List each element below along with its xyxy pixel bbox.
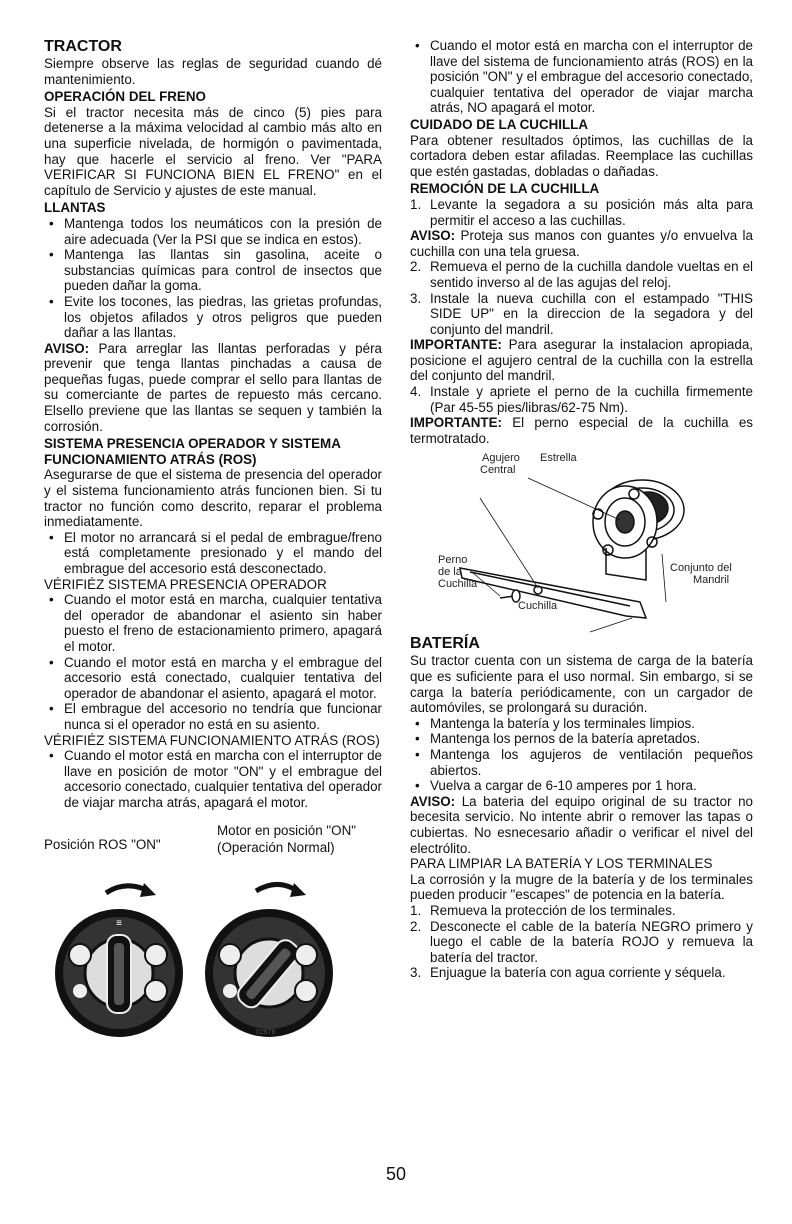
system-text: Asegurarse de que el sistema de presencia del operador y el sistema funcionamiento atrás funcionen bien. Si tu tractor no función como descrito, reparar el problema inmediatamente. bbox=[44, 467, 382, 530]
list-item: 3. Enjuague la batería con agua corriente y séquela. bbox=[410, 965, 726, 981]
list-item: • Cuando el motor está en marcha con el interruptor de llave en posición de motor "ON" y el embrague del accesorio conectado, cualquier tentativa del operador de viajar marcha atrás, apagará el motor. bbox=[44, 748, 382, 810]
important-text: Para asegurar la instalacion apropiada, posicione el agujero central de la cuchilla con la estrella del conjunto del mandril. bbox=[410, 337, 753, 384]
label-conjunto: Conjunto del bbox=[670, 562, 732, 575]
list-item: • El motor no arrancará si el pedal de embrague/freno está completamente presionado y el mando del embrague del accesorio está desconectado. bbox=[44, 530, 382, 577]
label-cuchilla-bolt: Cuchilla bbox=[438, 578, 478, 591]
list-item: • Mantenga los pernos de la batería apretados. bbox=[410, 731, 753, 747]
label-de-la: de la bbox=[438, 566, 462, 579]
tires-notice bbox=[44, 341, 382, 435]
clean-steps bbox=[410, 903, 753, 981]
left-column bbox=[44, 38, 382, 1043]
page-number: 50 bbox=[385, 1164, 407, 1184]
verify-ros-heading: VÉRIFIÉZ SISTEMA FUNCIONAMIENTO ATRÁS (ROS) bbox=[44, 732, 380, 748]
notice-label: AVISO: bbox=[44, 340, 90, 356]
label-central: Central bbox=[480, 464, 516, 477]
clean-battery-text: La corrosión y la mugre de la batería y de los terminales pueden producir "escapes" de potencia en la batería. bbox=[410, 871, 753, 903]
list-item: • Vuelva a cargar de 6-10 amperes por 1 hora. bbox=[410, 778, 753, 794]
blade-care-text: Para obtener resultados óptimos, las cuchillas de la cortadora deben estar afiladas. Reemplace las cuchillas que estén gastadas, dobladas o dañadas. bbox=[410, 132, 753, 179]
tractor-text: Siempre observe las reglas de seguridad cuando dé mantenimiento. bbox=[44, 56, 382, 87]
ros-continued-list bbox=[410, 38, 753, 116]
blade-assembly-figure bbox=[410, 450, 753, 655]
system-heading: SISTEMA PRESENCIA OPERADOR Y SISTEMA FUNCIONAMIENTO ATRÁS (ROS) bbox=[44, 436, 341, 467]
important-text: El perno especial de la cuchilla es termotratado. bbox=[410, 415, 753, 446]
list-item: 2. Desconecte el cable de la batería NEGRO primero y luego el cable de la batería ROJO y remueva la batería del tractor. bbox=[410, 918, 753, 965]
list-item: 1. Remueva la protección de los terminales. bbox=[410, 902, 676, 918]
ignition-switches-drawing bbox=[44, 823, 382, 1043]
verify-presence-list bbox=[44, 592, 382, 732]
motor-on-switch-icon bbox=[205, 883, 333, 1037]
ignition-switch-figure bbox=[44, 823, 382, 1043]
list-item: 2. Remueva el perno de la cuchilla dandole vueltas en el sentido inverso al de las agujas del reloj. bbox=[410, 259, 753, 290]
list-item: • Cuando el motor está en marcha, cualquier tentativa del operador de abandonar el asiento sin haber puesto el freno de estacionamiento primero, apagará el motor. bbox=[44, 592, 382, 654]
blade-assembly-drawing bbox=[410, 450, 753, 655]
notice-label: AVISO: bbox=[410, 793, 456, 809]
ros-on-caption: Posición ROS "ON" bbox=[44, 836, 161, 852]
important-note-1 bbox=[410, 337, 753, 384]
list-item: • Cuando el motor está en marcha con el interruptor de llave del sistema de funcionamiento atrás (ROS) en la posición "ON" y el embrague del accesorio conectado, cualquier tentativa del operador de viajar marcha atrás, NO apagará el motor. bbox=[410, 38, 753, 116]
tires-heading: LLANTAS bbox=[44, 200, 106, 216]
svg-text:≡: ≡ bbox=[116, 917, 122, 929]
list-item: 4. Instale y apriete el perno de la cuchilla firmemente (Par 45-55 pies/libras/62-75 Nm). bbox=[410, 384, 753, 415]
notice-text: Para arreglar las llantas perforadas y péra prevenir que tenga llantas pinchadas a causa de pequeñas fugas, puede comprar el sello para llantas de su comerciante de partes de repuesto más cercano. Elsello previene que las llantas se sequen y también la corrosión. bbox=[44, 340, 382, 434]
blade-bolt-icon bbox=[500, 590, 520, 602]
list-item: • Mantenga las llantas sin gasolina, aceite o substancias químicas para control de insectos que pueden dañar la goma. bbox=[44, 247, 382, 294]
brake-heading: OPERACIÓN DEL FRENO bbox=[44, 89, 206, 105]
label-agujero: Agujero bbox=[482, 452, 520, 465]
list-item: • Mantenga la batería y los terminales limpios. bbox=[410, 716, 753, 732]
motor-on-caption-line1: Motor en posición "ON" bbox=[217, 822, 357, 838]
important-label: IMPORTANTE: bbox=[410, 415, 502, 431]
list-item: 1. Levante la segadora a su posición más alta para permitir el acceso a las cuchillas. bbox=[410, 196, 753, 228]
right-column bbox=[410, 38, 753, 981]
removal-step-4 bbox=[410, 384, 753, 415]
notice-text: Proteja sus manos con guantes y/o envuelva la cuchilla con una tela gruesa. bbox=[410, 228, 753, 259]
battery-list bbox=[410, 716, 753, 794]
list-item: 3. Instale la nueva cuchilla con el estampado "THIS SIDE UP" en la direccion de la segadora y del conjunto del mandril. bbox=[410, 290, 753, 337]
battery-heading: BATERÍA bbox=[410, 635, 480, 653]
verify-ros-list bbox=[44, 748, 382, 810]
list-item: • Cuando el motor está en marcha y el embrague del accesorio está conectado, cualquier tentativa del operador de abandonar el asiento, apagará el motor. bbox=[44, 655, 382, 702]
tires-list bbox=[44, 216, 382, 341]
system-list bbox=[44, 530, 382, 577]
label-cuchilla: Cuchilla bbox=[518, 600, 558, 613]
removal-step-1 bbox=[410, 197, 753, 228]
notice-text: La bateria del equipo original de su tractor no becesita servicio. No intente abrir o remover las tapas o cubiertas. No esnecesario añadir o verificar el nivel del electrólito. bbox=[410, 793, 753, 856]
label-mandril: Mandril bbox=[693, 574, 730, 587]
battery-notice bbox=[410, 794, 753, 856]
verify-presence-heading: VÉRIFIÉZ SISTEMA PRESENCIA OPERADOR bbox=[44, 576, 327, 592]
label-estrella: Estrella bbox=[540, 452, 577, 465]
list-item: • Evite los tocones, las piedras, las grietas profundas, los objetos afilados y otros peligros que pueden dañar a las llantas. bbox=[44, 294, 382, 341]
blade-removal-heading: REMOCIÓN DE LA CUCHILLA bbox=[410, 181, 600, 197]
clean-battery-heading: PARA LIMPIAR LA BATERÍA Y LOS TERMINALES bbox=[410, 856, 713, 872]
list-item: • Mantenga los agujeros de ventilación pequeños abiertos. bbox=[410, 747, 753, 778]
figure-code: 02678 bbox=[256, 1028, 276, 1036]
removal-notice bbox=[410, 228, 753, 259]
list-item: • Mantenga todos los neumáticos con la presión de aire adecuada (Ver la PSI que se indica en estos). bbox=[44, 216, 382, 247]
list-item: • El embrague del accesorio no tendría que funcionar nunca si el operador no está en su asiento. bbox=[44, 701, 382, 732]
removal-steps-2-3 bbox=[410, 259, 753, 337]
motor-on-caption-line2: (Operación Normal) bbox=[217, 839, 335, 855]
important-note-2 bbox=[410, 415, 753, 446]
blade-care-heading: CUIDADO DE LA CUCHILLA bbox=[410, 116, 589, 132]
ros-on-switch-icon bbox=[55, 883, 183, 1037]
notice-label: AVISO: bbox=[410, 228, 456, 244]
brake-text: Si el tractor necesita más de cinco (5) pies para detenerse a la máxima velocidad al cambio más alto en una superficie nivelada, de hormigón o pavimentada, hay que hacerle el servicio al freno. Ver "PARA VERIFICAR SI FUNCIONA BIEN EL FRENO" en el capítulo de Servicio y ajustes de este manual. bbox=[44, 104, 382, 198]
battery-text: Su tractor cuenta con un sistema de carga de la batería que es suficiente para el uso normal. Sin embargo, si se carga la batería periódicamente, con un cargador de automóviles, se prolongará su duración. bbox=[410, 653, 753, 716]
important-label: IMPORTANTE: bbox=[410, 337, 502, 353]
tractor-heading: TRACTOR bbox=[44, 38, 122, 55]
label-perno: Perno bbox=[438, 554, 468, 567]
